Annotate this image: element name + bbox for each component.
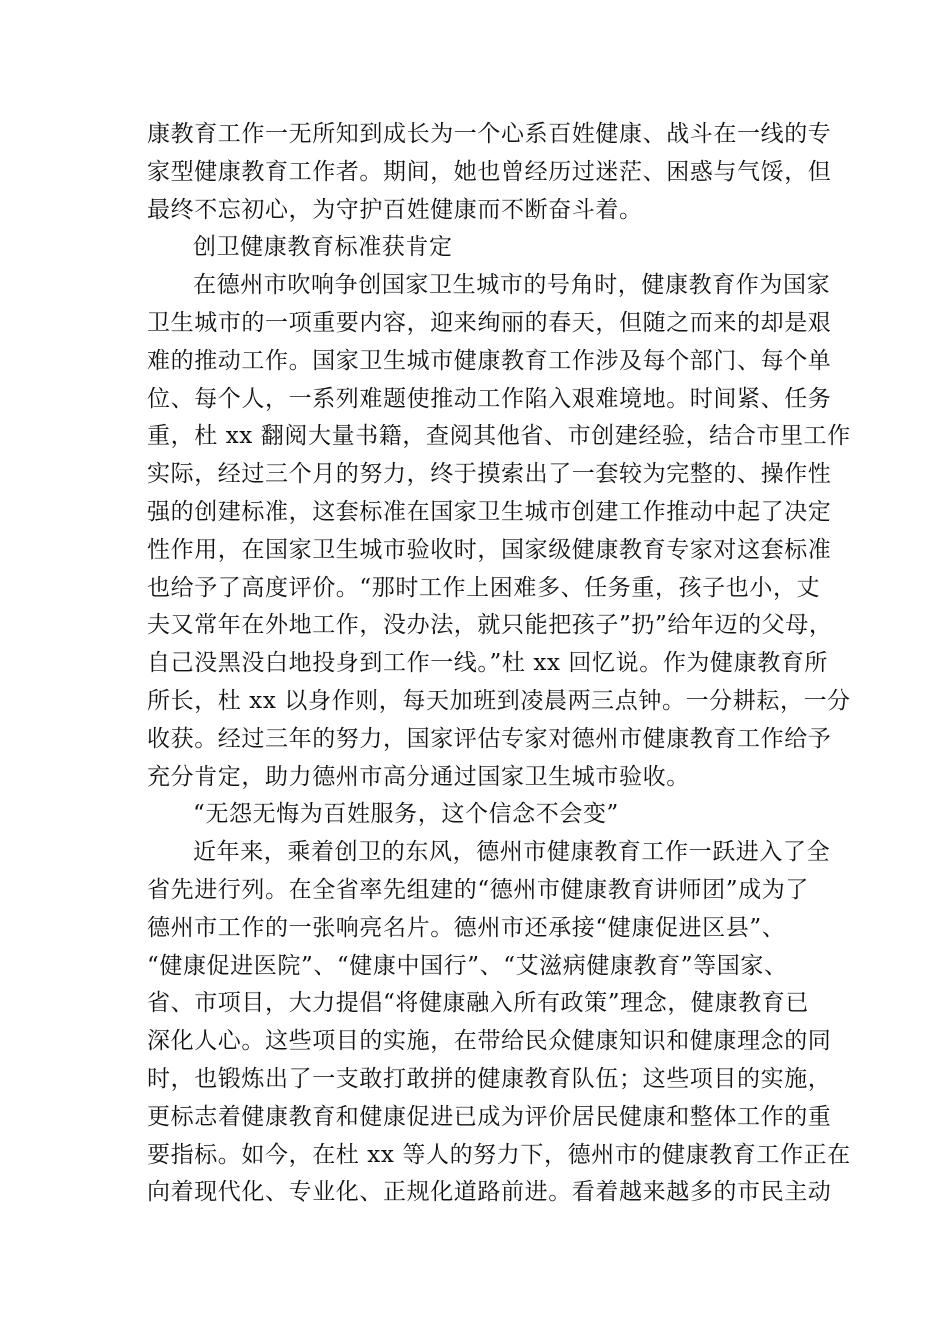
text-line: 省先进行列。在全省率先组建的“德州市健康教育讲师团”成为了 [147, 876, 809, 903]
text-line: 省、市项目，大力提倡“将健康融入所有政策”理念，健康教育已 [147, 990, 809, 1017]
text-line: 也给予了高度评价。“那时工作上困难多、任务重，孩子也小，丈 [147, 574, 821, 601]
text-line: 德州市工作的一张响亮名片。德州市还承接“健康促进区县”、 [147, 914, 786, 941]
text-line: 最终不忘初心，为守护百姓健康而不断奋斗着。 [147, 196, 643, 223]
text-line: 重，杜 xx 翻阅大量书籍，查阅其他省、市创建经验，结合市里工作 [147, 423, 851, 450]
text-line: 强的创建标准，这套标准在国家卫生城市创建工作推动中起了决定 [147, 498, 832, 525]
text-line: 深化人心。这些项目的实施，在带给民众健康知识和健康理念的同 [147, 1028, 832, 1055]
text-line: 夫又常年在外地工作，没办法，就只能把孩子”扔”给年迈的父母， [147, 612, 833, 639]
text-line: 实际，经过三个月的努力，终于摸索出了一套较为完整的、操作性 [147, 461, 832, 488]
text-line: 卫生城市的一项重要内容，迎来绚丽的春天，但随之而来的却是艰 [147, 309, 832, 336]
text-line: 性作用，在国家卫生城市验收时，国家级健康教育专家对这套标准 [147, 536, 832, 563]
paragraph-start-line: “无怨无悔为百姓服务，这个信念不会变” [193, 801, 619, 828]
text-line: 自己没黑没白地投身到工作一线。”杜 xx 回忆说。作为健康教育所 [147, 650, 829, 677]
text-line: 所长，杜 xx 以身作则，每天加班到凌晨两三点钟。一分耕耘，一分 [147, 687, 851, 714]
text-line: “健康促进医院”、“健康中国行”、“艾滋病健康教育”等国家、 [147, 952, 788, 979]
text-line: 充分肯定，助力德州市高分通过国家卫生城市验收。 [147, 763, 690, 790]
paragraph-start-line: 创卫健康教育标准获肯定 [193, 234, 453, 261]
text-line: 时，也锻炼出了一支敢打敢拼的健康教育队伍；这些项目的实施， [147, 1065, 832, 1092]
article-body [147, 116, 851, 1212]
text-line: 家型健康教育工作者。期间，她也曾经历过迷茫、困惑与气馁，但 [147, 158, 832, 185]
text-line: 康教育工作一无所知到成长为一个心系百姓健康、战斗在一线的专 [147, 121, 832, 147]
paragraph-start-line: 近年来，乘着创卫的东风，德州市健康教育工作一跃进入了全 [193, 839, 831, 866]
text-line: 位、每个人，一系列难题使推动工作陷入艰难境地。时间紧、任务 [147, 385, 832, 412]
paragraph-start-line: 在德州市吹响争创国家卫生城市的号角时，健康教育作为国家 [193, 272, 831, 299]
text-line: 收获。经过三年的努力，国家评估专家对德州市健康教育工作给予 [147, 725, 832, 752]
text-line: 向着现代化、专业化、正规化道路前进。看着越来越多的市民主动 [147, 1179, 832, 1206]
text-line: 难的推动工作。国家卫生城市健康教育工作涉及每个部门、每个单 [147, 347, 832, 374]
text-line: 更标志着健康教育和健康促进已成为评价居民健康和整体工作的重 [147, 1103, 832, 1130]
text-line: 要指标。如今，在杜 xx 等人的努力下，德州市的健康教育工作正在 [147, 1141, 851, 1168]
